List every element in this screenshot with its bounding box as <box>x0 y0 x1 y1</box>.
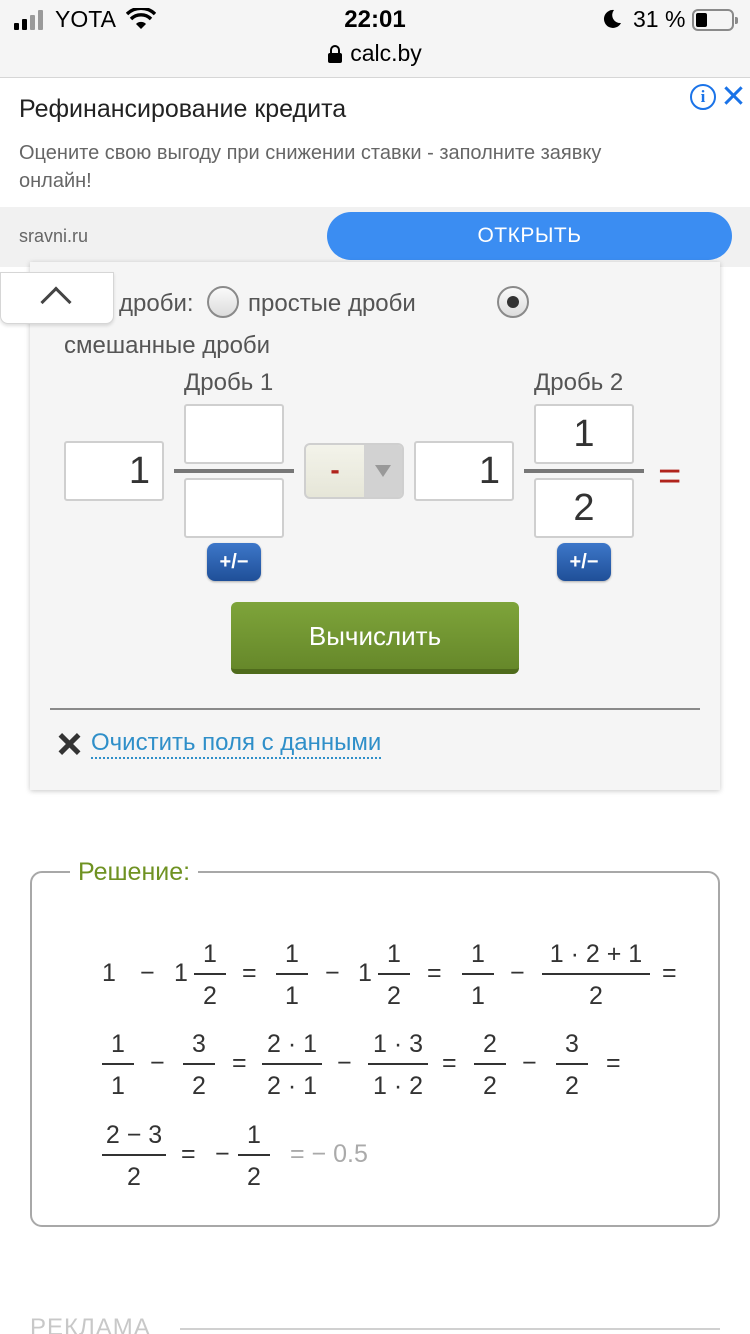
calculator-panel <box>30 262 720 790</box>
math-operator: − <box>510 959 525 987</box>
ad-banner[interactable] <box>0 79 750 267</box>
lock-icon <box>328 45 342 63</box>
solution-box <box>30 858 720 1227</box>
simple-fractions-label[interactable]: простые дроби <box>248 290 416 317</box>
collapse-button[interactable] <box>0 272 114 324</box>
math-whole: 1 <box>358 959 372 987</box>
radio-simple-fractions[interactable] <box>207 286 239 318</box>
ad-footer <box>0 207 750 267</box>
math-fraction: 1 1 <box>462 939 494 1011</box>
equals-sign: = <box>658 454 682 498</box>
math-term: 1 <box>102 959 116 987</box>
fraction2-sign-button[interactable]: +/− <box>557 543 611 581</box>
fraction1-whole-input[interactable]: 1 <box>64 441 164 501</box>
mixed-fractions-label[interactable]: смешанные дроби <box>64 332 271 359</box>
status-bar <box>0 0 750 78</box>
ad-description: Оцените свою выгоду при снижении ставки - заполните заявку онлайн! <box>19 142 602 192</box>
math-fraction: 3 2 <box>556 1029 588 1101</box>
fraction1-numerator-input[interactable] <box>184 404 284 464</box>
close-icon[interactable] <box>721 83 745 107</box>
math-fraction: 1 2 <box>238 1120 270 1192</box>
math-fraction: 2 2 <box>474 1029 506 1101</box>
moon-icon <box>601 8 623 30</box>
math-fraction: 1 · 2 + 1 2 <box>542 939 650 1011</box>
divider <box>50 708 700 710</box>
math-fraction: 1 1 <box>102 1029 134 1101</box>
fraction1-title: Дробь 1 <box>184 369 274 396</box>
fraction2-numerator-input[interactable]: 1 <box>534 404 634 464</box>
fraction1-denominator-input[interactable] <box>184 478 284 538</box>
math-fraction: 2 · 1 2 · 1 <box>262 1029 322 1101</box>
math-equals: = <box>181 1140 196 1168</box>
info-icon[interactable]: i <box>690 84 716 110</box>
math-equals: = <box>442 1049 457 1077</box>
math-whole: 1 <box>174 959 188 987</box>
url-text: calc.by <box>350 40 422 66</box>
math-operator: − <box>140 959 155 987</box>
radio-selected-dot <box>507 296 519 308</box>
math-equals: = <box>232 1049 247 1077</box>
radio-mixed-fractions[interactable] <box>497 286 529 318</box>
math-operator: − <box>522 1049 537 1077</box>
fraction2-bar <box>524 469 644 473</box>
carrier-name: YOTA <box>55 6 116 32</box>
math-negative-sign: − <box>215 1140 230 1168</box>
math-fraction: 1 2 <box>194 939 226 1011</box>
solution-legend: Решение: <box>70 858 198 887</box>
fraction2-denominator-input[interactable]: 2 <box>534 478 634 538</box>
math-equals: = <box>662 959 677 987</box>
math-operator: − <box>325 959 340 987</box>
operator-value: - <box>330 454 340 485</box>
mode-label: дроби: <box>119 290 194 317</box>
math-equals: = <box>427 959 442 987</box>
math-fraction: 3 2 <box>183 1029 215 1101</box>
ads-divider <box>180 1328 720 1330</box>
clock: 22:01 <box>344 6 406 33</box>
fraction1-sign-button[interactable]: +/− <box>207 543 261 581</box>
math-equals: = <box>242 959 257 987</box>
chevron-up-icon <box>40 286 71 317</box>
calculate-button[interactable]: Вычислить <box>231 602 519 674</box>
clear-fields-link[interactable]: Очистить поля с данными <box>91 729 381 759</box>
math-operator: − <box>150 1049 165 1077</box>
fraction2-title: Дробь 2 <box>534 369 624 396</box>
ad-domain: sravni.ru <box>19 226 89 246</box>
math-operator: − <box>337 1049 352 1077</box>
battery-icon <box>692 9 734 31</box>
math-fraction: 2 − 3 2 <box>102 1120 166 1192</box>
math-fraction: 1 1 <box>276 939 308 1011</box>
ad-open-button[interactable]: ОТКРЫТЬ <box>327 212 732 260</box>
chevron-down-icon[interactable] <box>364 445 402 497</box>
ad-title[interactable]: Рефинансирование кредита <box>19 95 347 123</box>
math-fraction: 1 2 <box>378 939 410 1011</box>
address-bar[interactable] <box>0 40 750 67</box>
operator-select[interactable] <box>304 443 404 499</box>
math-fraction: 1 · 3 1 · 2 <box>368 1029 428 1101</box>
clear-icon[interactable] <box>58 733 80 755</box>
ads-section-label: РЕКЛАМА <box>30 1314 151 1334</box>
fraction1-bar <box>174 469 294 473</box>
battery-percent: 31 % <box>633 6 686 32</box>
decimal-result: = − 0.5 <box>290 1140 368 1168</box>
fraction2-whole-input[interactable]: 1 <box>414 441 514 501</box>
math-equals: = <box>606 1049 621 1077</box>
